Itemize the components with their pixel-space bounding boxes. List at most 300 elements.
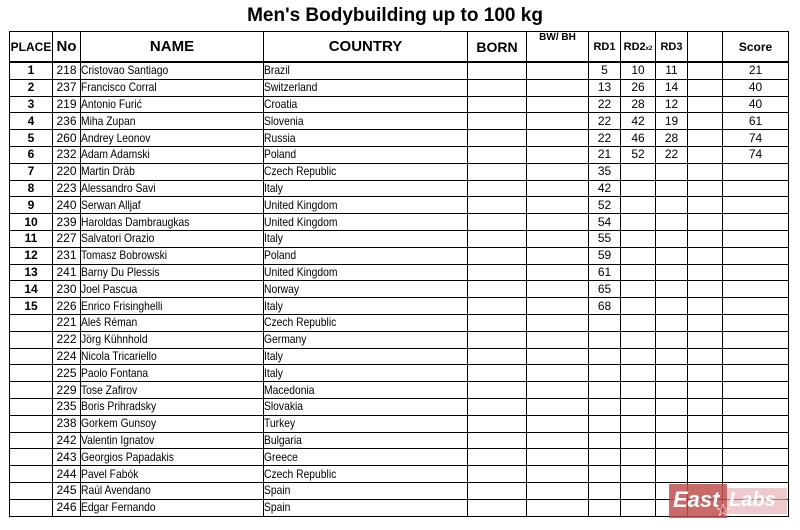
cell-no-text: 244 <box>56 466 77 481</box>
cell-no <box>53 482 81 499</box>
cell-name-text: Edgar Fernando <box>81 500 156 515</box>
cell-rd2 <box>621 466 656 483</box>
cell-score <box>723 314 789 331</box>
cell-score <box>723 197 789 214</box>
cell-no <box>53 247 81 264</box>
cell-blank <box>688 298 723 315</box>
cell-country-text: Switzerland <box>264 80 318 95</box>
table-row <box>10 79 789 96</box>
cell-born <box>468 298 527 315</box>
cell-rd1-text: 35 <box>597 164 612 179</box>
cell-rd3 <box>656 331 688 348</box>
cell-country-text: United Kingdom <box>264 197 338 212</box>
cell-bw-bh <box>527 449 589 466</box>
table-row <box>10 331 789 348</box>
cell-country <box>264 264 468 281</box>
cell-no-text: 238 <box>56 416 77 431</box>
cell-rd2 <box>621 314 656 331</box>
header-blank <box>688 32 723 63</box>
cell-rd1 <box>589 62 621 79</box>
cell-rd2 <box>621 214 656 231</box>
cell-country <box>264 415 468 432</box>
cell-no-text: 221 <box>56 315 77 330</box>
cell-rd2 <box>621 163 656 180</box>
cell-blank <box>688 314 723 331</box>
cell-no <box>53 348 81 365</box>
cell-bw-bh <box>527 415 589 432</box>
cell-born <box>468 113 527 130</box>
cell-place-text: 1 <box>27 63 35 78</box>
table-row <box>10 130 789 147</box>
cell-no <box>53 180 81 197</box>
cell-no <box>53 197 81 214</box>
cell-no <box>53 113 81 130</box>
cell-place <box>10 348 53 365</box>
cell-no <box>53 432 81 449</box>
cell-no <box>53 298 81 315</box>
cell-place <box>10 466 53 483</box>
cell-name <box>81 432 264 449</box>
cell-rd1 <box>589 96 621 113</box>
cell-score <box>723 163 789 180</box>
cell-rd2-text: 52 <box>631 147 645 162</box>
cell-country-text: Norway <box>264 281 299 296</box>
cell-no <box>53 415 81 432</box>
cell-score-text: 40 <box>748 96 763 111</box>
header-row <box>10 32 789 63</box>
cell-rd2-text: 28 <box>631 96 645 111</box>
cell-name-text: Paolo Fontana <box>81 365 149 380</box>
cell-born <box>468 130 527 147</box>
cell-name <box>81 398 264 415</box>
cell-rd3 <box>656 466 688 483</box>
cell-place <box>10 264 53 281</box>
cell-place <box>10 163 53 180</box>
cell-country <box>264 466 468 483</box>
cell-no-text: 242 <box>56 432 77 447</box>
table-row <box>10 365 789 382</box>
cell-rd3-text: 12 <box>664 96 679 111</box>
cell-score <box>723 96 789 113</box>
cell-name-text: Haroldas Dambraugkas <box>81 214 190 229</box>
table-row <box>10 197 789 214</box>
cell-score <box>723 382 789 399</box>
cell-rd3-text: 14 <box>664 80 679 95</box>
cell-rd3 <box>656 113 688 130</box>
cell-no-text: 239 <box>56 214 77 229</box>
cell-rd1 <box>589 180 621 197</box>
cell-name <box>81 348 264 365</box>
cell-rd3 <box>656 197 688 214</box>
table-row <box>10 146 789 163</box>
cell-born <box>468 146 527 163</box>
cell-rd3-text: 22 <box>664 147 679 162</box>
cell-place <box>10 214 53 231</box>
cell-name <box>81 264 264 281</box>
cell-country <box>264 432 468 449</box>
cell-score <box>723 348 789 365</box>
cell-name <box>81 146 264 163</box>
cell-rd1 <box>589 197 621 214</box>
cell-bw-bh <box>527 146 589 163</box>
cell-place <box>10 79 53 96</box>
cell-country-text: Poland <box>264 248 297 263</box>
cell-rd2 <box>621 398 656 415</box>
cell-born <box>468 230 527 247</box>
cell-place <box>10 331 53 348</box>
cell-bw-bh <box>527 365 589 382</box>
cell-rd3 <box>656 146 688 163</box>
cell-place-text: 6 <box>27 147 35 162</box>
cell-no-text: 245 <box>56 483 77 498</box>
cell-rd3 <box>656 230 688 247</box>
cell-name-text: Serwan Alljaf <box>81 197 141 212</box>
cell-rd2-text: 10 <box>631 63 645 78</box>
cell-name-text: Boris Prihradsky <box>81 399 157 414</box>
cell-no-text: 222 <box>56 332 77 347</box>
cell-born <box>468 79 527 96</box>
cell-name-text: Jörg Kühnhold <box>81 332 148 347</box>
cell-rd1 <box>589 466 621 483</box>
cell-born <box>468 314 527 331</box>
cell-score <box>723 230 789 247</box>
header-rd3: RD3 <box>656 32 688 63</box>
table-row <box>10 180 789 197</box>
cell-bw-bh <box>527 247 589 264</box>
table-row <box>10 398 789 415</box>
cell-bw-bh <box>527 382 589 399</box>
cell-rd3-text: 11 <box>665 63 678 78</box>
cell-name <box>81 130 264 147</box>
cell-rd1-text: 55 <box>597 231 612 246</box>
cell-no-text: 224 <box>56 348 77 363</box>
cell-place <box>10 180 53 197</box>
cell-bw-bh <box>527 230 589 247</box>
cell-no <box>53 398 81 415</box>
table-row <box>10 449 789 466</box>
cell-country-text: Italy <box>264 348 283 363</box>
header-rd2-sub: x2 <box>645 45 653 52</box>
cell-no <box>53 146 81 163</box>
cell-rd1 <box>589 499 621 516</box>
cell-born <box>468 348 527 365</box>
cell-place <box>10 449 53 466</box>
cell-no-text: 236 <box>56 113 77 128</box>
cell-country <box>264 214 468 231</box>
cell-country-text: Spain <box>264 500 291 515</box>
cell-bw-bh <box>527 281 589 298</box>
cell-bw-bh <box>527 466 589 483</box>
cell-rd3 <box>656 79 688 96</box>
cell-country-text: Spain <box>264 483 291 498</box>
cell-no <box>53 365 81 382</box>
cell-rd1 <box>589 298 621 315</box>
cell-place <box>10 482 53 499</box>
cell-rd2-text: 46 <box>631 130 645 145</box>
cell-name-text: Adam Adamski <box>81 147 150 162</box>
cell-country-text: Bulgaria <box>264 432 302 447</box>
cell-name-text: Aleš Réman <box>81 315 138 330</box>
cell-name <box>81 180 264 197</box>
cell-rd3 <box>656 415 688 432</box>
cell-name <box>81 314 264 331</box>
cell-no-text: 225 <box>56 365 77 380</box>
cell-rd3-text: 28 <box>664 130 679 145</box>
cell-name-text: Joel Pascua <box>81 281 138 296</box>
cell-bw-bh <box>527 348 589 365</box>
cell-country-text: Italy <box>264 365 283 380</box>
cell-rd1 <box>589 432 621 449</box>
cell-rd3 <box>656 96 688 113</box>
cell-name-text: Salvatori Orazio <box>81 231 155 246</box>
cell-name-text: Raúl Avendano <box>81 483 151 498</box>
cell-rd1 <box>589 163 621 180</box>
cell-rd1 <box>589 281 621 298</box>
header-country: COUNTRY <box>264 32 468 63</box>
cell-country-text: Italy <box>264 231 283 246</box>
cell-country-text: Greece <box>264 449 298 464</box>
cell-score <box>723 79 789 96</box>
cell-no-text: 226 <box>56 298 77 313</box>
cell-bw-bh <box>527 163 589 180</box>
cell-score <box>723 130 789 147</box>
cell-bw-bh <box>527 96 589 113</box>
cell-blank <box>688 197 723 214</box>
cell-rd1 <box>589 314 621 331</box>
cell-country <box>264 348 468 365</box>
cell-place <box>10 298 53 315</box>
cell-name-text: Gorkem Gunsoy <box>81 416 157 431</box>
cell-country-text: United Kingdom <box>264 264 338 279</box>
cell-place-text: 2 <box>27 80 35 95</box>
cell-country <box>264 247 468 264</box>
cell-rd3 <box>656 314 688 331</box>
cell-place <box>10 314 53 331</box>
table-row <box>10 96 789 113</box>
cell-rd1-text: 68 <box>597 298 612 313</box>
cell-no <box>53 281 81 298</box>
cell-born <box>468 449 527 466</box>
cell-no <box>53 230 81 247</box>
cell-rd2 <box>621 482 656 499</box>
cell-bw-bh <box>527 113 589 130</box>
cell-rd1 <box>589 415 621 432</box>
table-row <box>10 281 789 298</box>
cell-born <box>468 382 527 399</box>
cell-rd3 <box>656 247 688 264</box>
cell-place-text: 4 <box>27 113 35 128</box>
cell-no-text: 229 <box>56 382 77 397</box>
cell-country-text: Czech Republic <box>264 164 337 179</box>
cell-rd2 <box>621 79 656 96</box>
cell-blank <box>688 247 723 264</box>
cell-rd2 <box>621 432 656 449</box>
cell-place <box>10 499 53 516</box>
cell-born <box>468 466 527 483</box>
cell-blank <box>688 146 723 163</box>
cell-name <box>81 113 264 130</box>
cell-rd1-text: 13 <box>597 80 612 95</box>
cell-name-text: Cristovao Santiago <box>81 63 169 78</box>
cell-rd1-text: 59 <box>597 248 612 263</box>
cell-score-text: 61 <box>748 113 763 128</box>
cell-score <box>723 298 789 315</box>
cell-place <box>10 247 53 264</box>
cell-rd1-text: 54 <box>597 214 612 229</box>
cell-place-text: 12 <box>24 248 38 263</box>
cell-no <box>53 314 81 331</box>
cell-place <box>10 230 53 247</box>
cell-born <box>468 432 527 449</box>
cell-name-text: Martin Dráb <box>81 164 135 179</box>
cell-place <box>10 281 53 298</box>
cell-country-text: Croatia <box>264 96 298 111</box>
cell-blank <box>688 348 723 365</box>
cell-place-text: 5 <box>27 130 35 145</box>
cell-blank <box>688 96 723 113</box>
cell-rd2 <box>621 331 656 348</box>
cell-bw-bh <box>527 499 589 516</box>
cell-place-text: 8 <box>27 180 35 195</box>
table-row <box>10 348 789 365</box>
table-row <box>10 163 789 180</box>
cell-rd2 <box>621 365 656 382</box>
cell-rd1 <box>589 482 621 499</box>
cell-country <box>264 180 468 197</box>
cell-rd3 <box>656 382 688 399</box>
cell-name-text: Miha Zupan <box>81 113 136 128</box>
cell-blank <box>688 432 723 449</box>
cell-place <box>10 432 53 449</box>
cell-place-text: 11 <box>24 231 38 246</box>
watermark-text-right: Labs <box>729 489 776 511</box>
cell-place <box>10 197 53 214</box>
cell-name <box>81 163 264 180</box>
cell-no <box>53 331 81 348</box>
cell-rd3-text: 19 <box>664 113 679 128</box>
cell-country <box>264 298 468 315</box>
cell-blank <box>688 466 723 483</box>
cell-blank <box>688 79 723 96</box>
cell-no <box>53 214 81 231</box>
table-row <box>10 247 789 264</box>
cell-blank <box>688 398 723 415</box>
cell-name <box>81 449 264 466</box>
cell-rd1 <box>589 382 621 399</box>
cell-blank <box>688 264 723 281</box>
cell-rd3 <box>656 214 688 231</box>
cell-bw-bh <box>527 214 589 231</box>
cell-no <box>53 79 81 96</box>
cell-rd2 <box>621 146 656 163</box>
cell-rd2 <box>621 348 656 365</box>
cell-born <box>468 365 527 382</box>
cell-place-text: 3 <box>27 96 35 111</box>
cell-place <box>10 365 53 382</box>
cell-name-text: Tomasz Bobrowski <box>81 248 168 263</box>
cell-country-text: Macedonia <box>264 382 315 397</box>
page-title: Men's Bodybuilding up to 100 kg <box>247 5 543 26</box>
cell-no-text: 240 <box>56 197 77 212</box>
cell-name-text: Enrico Frisinghelli <box>81 298 163 313</box>
cell-score <box>723 449 789 466</box>
cell-name <box>81 482 264 499</box>
cell-rd1 <box>589 130 621 147</box>
cell-blank <box>688 113 723 130</box>
cell-score-text: 40 <box>748 80 763 95</box>
cell-no-text: 219 <box>56 96 77 111</box>
cell-score <box>723 180 789 197</box>
cell-score <box>723 365 789 382</box>
cell-no <box>53 264 81 281</box>
cell-score <box>723 214 789 231</box>
cell-country <box>264 113 468 130</box>
cell-country <box>264 163 468 180</box>
table-row <box>10 314 789 331</box>
cell-blank <box>688 281 723 298</box>
cell-blank <box>688 62 723 79</box>
cell-rd2 <box>621 264 656 281</box>
cell-rd1 <box>589 230 621 247</box>
cell-score <box>723 281 789 298</box>
cell-name <box>81 331 264 348</box>
cell-rd1-text: 61 <box>597 264 612 279</box>
cell-blank <box>688 214 723 231</box>
cell-score <box>723 247 789 264</box>
cell-born <box>468 62 527 79</box>
cell-score <box>723 331 789 348</box>
cell-rd2 <box>621 281 656 298</box>
cell-country <box>264 382 468 399</box>
header-score: Score <box>723 32 789 63</box>
cell-name <box>81 365 264 382</box>
cell-country <box>264 449 468 466</box>
cell-bw-bh <box>527 314 589 331</box>
table-row <box>10 298 789 315</box>
cell-bw-bh <box>527 331 589 348</box>
cell-bw-bh <box>527 298 589 315</box>
cell-bw-bh <box>527 197 589 214</box>
cell-rd3 <box>656 264 688 281</box>
cell-born <box>468 281 527 298</box>
cell-place <box>10 415 53 432</box>
cell-no-text: 260 <box>56 130 77 145</box>
cell-place-text: 15 <box>24 298 38 313</box>
cell-no <box>53 382 81 399</box>
cell-country <box>264 197 468 214</box>
cell-country-text: Slovenia <box>264 113 304 128</box>
cell-no-text: 232 <box>56 147 77 162</box>
cell-country-text: Turkey <box>264 416 296 431</box>
cell-place-text: 7 <box>27 164 35 179</box>
cell-rd1 <box>589 214 621 231</box>
cell-name-text: Antonio Furić <box>81 96 142 111</box>
cell-born <box>468 96 527 113</box>
cell-place-text: 10 <box>24 214 38 229</box>
cell-country <box>264 482 468 499</box>
cell-name-text: Georgios Papadakis <box>81 449 174 464</box>
cell-place <box>10 130 53 147</box>
cell-blank <box>688 382 723 399</box>
table-body <box>10 62 789 516</box>
cell-rd1-text: 21 <box>597 147 612 162</box>
cell-score <box>723 146 789 163</box>
header-rd2-label: RD2 <box>623 40 646 53</box>
cell-no <box>53 466 81 483</box>
cell-blank <box>688 230 723 247</box>
cell-place-text: 14 <box>24 281 38 296</box>
cell-name <box>81 281 264 298</box>
